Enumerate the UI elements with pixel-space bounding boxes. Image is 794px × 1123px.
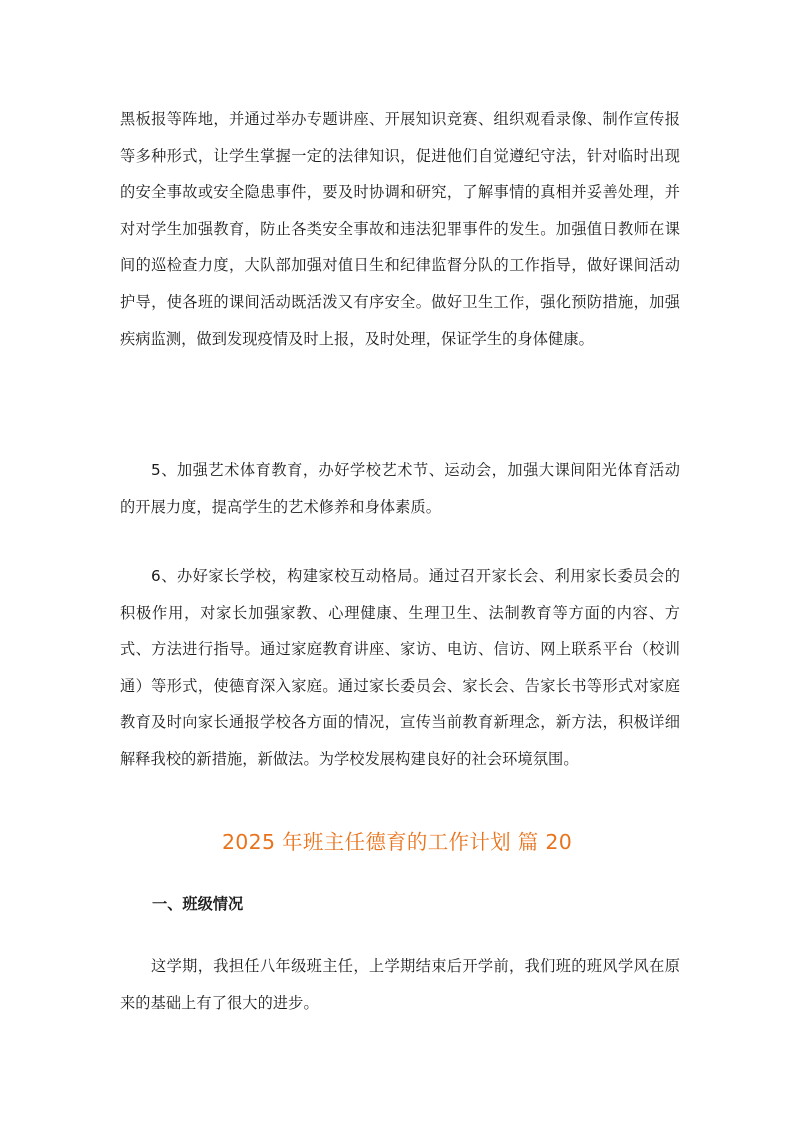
subheading-class-situation: 一、班级情况 (152, 895, 244, 913)
body-paragraph-parent-school: 6、办好家长学校，构建家校互动格局。通过召开家长会、利用家长委员会的积极作用，对家长加强家教、心理健康、生理卫生、法制教育等方面的内容、方式、方法进行指导。通过家庭教育讲座、家访、电访、信访、网上联系平台（校训通）等形式，使德育深入家庭。通过家长委员会、家长会、告家长书等形式对家庭教育及时向家长通报学校各方面的情况，宣传当前教育新理念，新方法，积极详细解释我校的新措施，新做法。为学校发展构建良好的社会环境氛围。 (120, 567, 680, 768)
section-heading: 2025 年班主任德育的工作计划 篇 20 (221, 830, 573, 854)
body-paragraph-arts-sports: 5、加强艺术体育教育，办好学校艺术节、运动会，加强大课间阳光体育活动的开展力度，提高学生的艺术修养和身体素质。 (120, 461, 680, 516)
body-paragraph-safety: 黑板报等阵地，并通过举办专题讲座、开展知识竞赛、组织观看录像、制作宣传报等多种形式，让学生掌握一定的法律知识，促进他们自觉遵纪守法，针对临时出现的安全事故或安全隐患事件，要及时协调和研究，了解事情的真相并妥善处理，并对对学生加强教育，防止各类安全事故和违法犯罪事件的发生。加强值日教师在课间的巡检查力度，大队部加强对值日生和纪律监督分队的工作指导，做好课间活动护导，使各班的课间活动既活泼又有序安全。做好卫生工作，强化预防措施，加强疾病监测，做到发现疫情及时上报，及时处理，保证学生的身体健康。 (120, 110, 680, 348)
body-paragraph-intro: 这学期，我担任八年级班主任，上学期结束后开学前，我们班的班风学风在原来的基础上有了很大的进步。 (120, 957, 680, 1012)
